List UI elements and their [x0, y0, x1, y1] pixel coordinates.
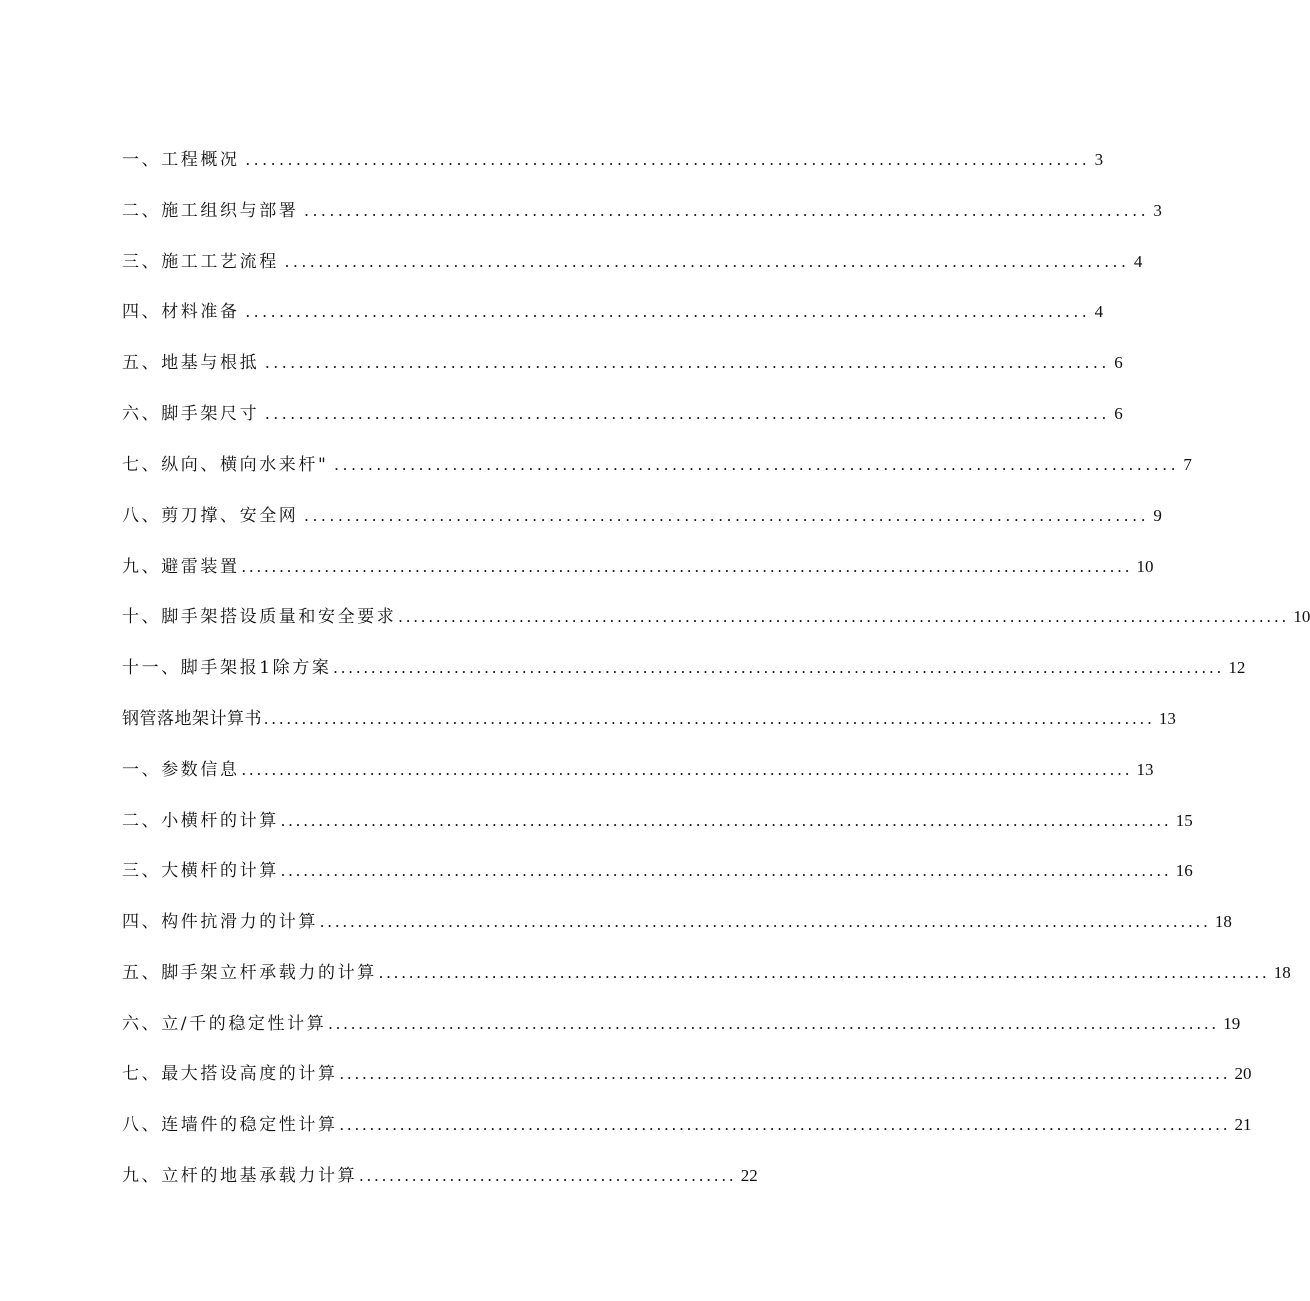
toc-entry-page: 7 [1183, 455, 1192, 474]
toc-entry-page: 13 [1136, 760, 1154, 779]
toc-leader-dots: ...................................................................................................................... [241, 557, 1133, 576]
toc-leader-dots: ...................................................................................................................... [241, 760, 1133, 779]
toc-entry-title: 七、最大搭设高度的计算 [122, 1064, 338, 1084]
toc-leader-dots: .................................................................................................... [304, 201, 1150, 220]
toc-entry-page: 18 [1273, 963, 1291, 982]
toc-leader-dots: ...................................................................................................................... [280, 861, 1172, 880]
toc-entry[interactable] [122, 810, 1193, 832]
toc-entry[interactable] [122, 251, 1143, 273]
toc-entry-title: 一、参数信息 [122, 760, 240, 780]
toc-entry-title: 八、连墙件的稳定性计算 [122, 1115, 338, 1135]
toc-entry[interactable] [122, 200, 1162, 222]
toc-entry-page: 18 [1214, 912, 1232, 931]
toc-entry[interactable] [122, 403, 1123, 425]
toc-entry-title: 八、剪刀撑、安全网 [122, 506, 299, 526]
toc-entry[interactable] [122, 1063, 1252, 1085]
toc-entry-title: 五、地基与根抵 [122, 353, 260, 373]
toc-leader-dots: .................................................................................................... [334, 455, 1180, 474]
toc-entry[interactable] [122, 759, 1154, 781]
toc-entry-title: 三、大横杆的计算 [122, 861, 279, 881]
toc-entry-title: 四、构件抗滑力的计算 [122, 912, 318, 932]
toc-entry[interactable] [122, 911, 1232, 933]
toc-entry-title: 二、施工组织与部署 [122, 201, 299, 221]
toc-entry-title: 一、工程概况 [122, 150, 240, 170]
toc-leader-dots: ...................................................................................................................... [378, 963, 1270, 982]
toc-entry-page: 13 [1158, 709, 1176, 728]
toc-leader-dots: ...................................................................................................................... [339, 1064, 1231, 1083]
toc-entry[interactable] [122, 301, 1104, 323]
toc-entry[interactable] [122, 556, 1154, 578]
toc-leader-dots: ...................................................................................................................... [280, 811, 1172, 830]
toc-leader-dots: ...................................................................................................................... [328, 1014, 1220, 1033]
toc-entry[interactable] [122, 1165, 758, 1187]
toc-entry-page: 3 [1094, 150, 1104, 169]
toc-entry[interactable] [122, 1013, 1241, 1035]
toc-leader-dots: .................................................. [359, 1166, 737, 1185]
toc-entry-title: 七、纵向、横向水来杆" [122, 455, 329, 475]
toc-entry-title: 三、施工工艺流程 [122, 252, 279, 272]
toc-leader-dots: ...................................................................................................................... [333, 658, 1225, 677]
toc-entry[interactable] [122, 708, 1176, 730]
toc-entry-page: 10 [1293, 607, 1310, 626]
toc-entry[interactable] [122, 860, 1193, 882]
toc-leader-dots: .................................................................................................... [284, 252, 1130, 271]
toc-entry-page: 10 [1136, 557, 1154, 576]
toc-entry-page: 19 [1223, 1014, 1241, 1033]
toc-entry-title: 六、脚手架尺寸 [122, 404, 260, 424]
toc-entry[interactable] [122, 606, 1310, 628]
toc-entry-page: 12 [1228, 658, 1246, 677]
toc-entry-title: 二、小横杆的计算 [122, 811, 279, 831]
toc-entry-page: 6 [1114, 353, 1123, 372]
toc-leader-dots: .................................................................................................... [265, 353, 1111, 372]
toc-entry-page: 4 [1094, 302, 1104, 321]
toc-entry[interactable] [122, 962, 1291, 984]
toc-entry[interactable] [122, 505, 1162, 527]
toc-leader-dots: ...................................................................................................................... [398, 607, 1290, 626]
toc-leader-dots: ...................................................................................................................... [339, 1115, 1231, 1134]
toc-entry-title: 五、脚手架立杆承载力的计算 [122, 963, 377, 983]
toc-entry[interactable] [122, 149, 1104, 171]
toc-leader-dots: .................................................................................................... [304, 506, 1150, 525]
toc-leader-dots: ...................................................................................................................... [264, 709, 1155, 728]
toc-entry-title: 九、立杆的地基承载力计算 [122, 1166, 358, 1186]
toc-entry-title: 十、脚手架搭设质量和安全要求 [122, 607, 397, 627]
toc-entry-title: 十一、脚手架报1除方案 [122, 658, 332, 678]
toc-entry-page: 22 [740, 1166, 758, 1185]
toc-entry[interactable] [122, 1114, 1252, 1136]
toc-entry-page: 21 [1234, 1115, 1252, 1134]
toc-entry-page: 15 [1175, 811, 1193, 830]
toc-entry-title: 四、材料准备 [122, 302, 240, 322]
toc-leader-dots: .................................................................................................... [265, 404, 1111, 423]
toc-entry-page: 4 [1133, 252, 1143, 271]
toc-entry-title: 九、避雷装置 [122, 557, 240, 577]
toc-entry-page: 6 [1114, 404, 1123, 423]
toc-entry-page: 3 [1153, 201, 1162, 220]
toc-entry[interactable] [122, 454, 1192, 476]
toc-entry-page: 16 [1175, 861, 1193, 880]
toc-entry[interactable] [122, 657, 1246, 679]
toc-entry-title: 六、立/千的稳定性计算 [122, 1014, 327, 1034]
toc-entry[interactable] [122, 352, 1123, 374]
toc-entry-page: 20 [1234, 1064, 1252, 1083]
toc-leader-dots: .................................................................................................... [245, 302, 1091, 321]
toc-leader-dots: ...................................................................................................................... [320, 912, 1211, 931]
toc-entry-title: 钢管落地架计算书 [122, 709, 262, 729]
toc-leader-dots: .................................................................................................... [245, 150, 1091, 169]
toc-entry-page: 9 [1153, 506, 1162, 525]
